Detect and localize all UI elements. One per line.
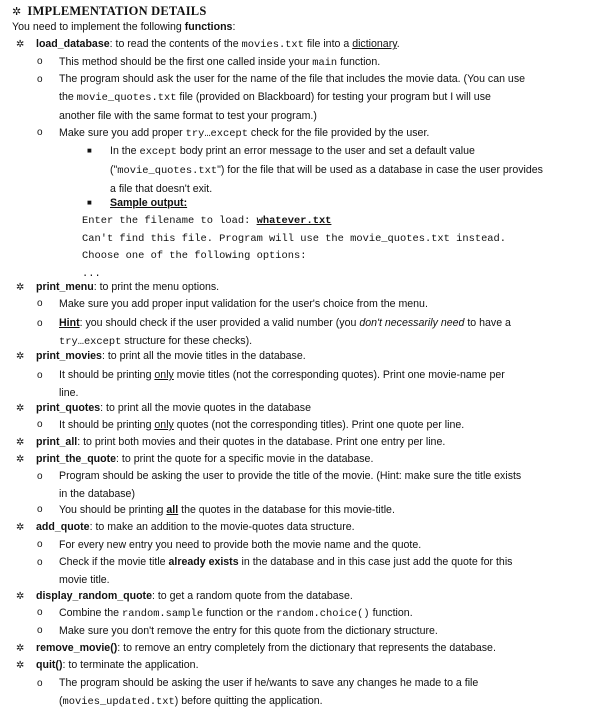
- list-item: Program should be asking the user to provide the title of the movie. (Hint: make sure the title exists in the database): [59, 470, 522, 500]
- asterisk-bullet-icon: ✲: [16, 437, 25, 448]
- list-item: It should be printing only quotes (not the corresponding titles). Print one quote per line.: [59, 419, 465, 431]
- asterisk-bullet-icon: ✲: [16, 351, 25, 362]
- list-item: The program should ask the user for the name of the file that includes the movie data. (You can use the movie_quotes.txt file (provided on Blackboard) for testing your program but I will use another file with the same format to test your program.): [59, 73, 526, 122]
- list-item: It should be printing only movie titles (not the corresponding quotes). Print one movie-name per line.: [59, 369, 505, 399]
- dictionary-link: dictionary: [352, 38, 397, 50]
- heading-text: IMPLEMENTATION DETAILS: [27, 4, 207, 18]
- sample-output-label: Sample output:: [110, 197, 188, 209]
- circle-bullet-icon: o: [37, 678, 43, 689]
- asterisk-bullet-icon: ✲: [16, 591, 25, 602]
- asterisk-bullet-icon: ✲: [16, 660, 25, 671]
- circle-bullet-icon: o: [37, 419, 43, 430]
- asterisk-bullet-icon: ✲: [12, 5, 22, 18]
- asterisk-bullet-icon: ✲: [16, 522, 25, 533]
- circle-bullet-icon: o: [37, 56, 43, 67]
- list-item: In the except body print an error message to the user and set a default value ("movie_quotes.txt") for the file that will be used as a database in case the user provides a file that doesn't exit.: [110, 145, 543, 195]
- asterisk-bullet-icon: ✲: [16, 39, 25, 50]
- circle-bullet-icon: o: [37, 471, 43, 482]
- list-item: This method should be the first one called inside your main function.: [59, 56, 381, 69]
- document-page: ✲ IMPLEMENTATION DETAILS You need to implement the following functions: ✲ load_database: to read the contents of the movies.txt file into a dictionary. o This method should be the first one called inside your main function. o The program should ask the user for the name of the file that includes the movie data. (You can use the movie_quotes.txt file (provided on Blackboard) for testing your program but I will use another file with the same format to test your program.) o Make sure you add proper try…except check for the file provided by the user. ■ In the except body print an error message to the user and set a default value ("movie_quotes.txt") for the file that will be used as a database in case the user provides a file that doesn't exit. ■ Sample output: Enter the filename to load: whatever.txt Can't find this file. Program will use the movie_quotes.txt instead. Choose one of the following options: ... ✲ print_menu: to print the menu options. o Make sure you add proper input validation for the user's choice from the menu. o Hint: you should check if the user provided a valid number (you don't necessarily need to have a try…except structure for these checks). ✲ print_movies: to print all the movie titles in the database. o It should be printing only movie titles (not the corresponding quotes). Print one movie-name per line. ✲ print_quotes: to print all the movie quotes in the database o It should be printing only quotes (not the corresponding titles). Print one quote per line. ✲ print_all: to print both movies and their quotes in the database. Print one entry per line. ✲ print_the_quote: to print the quote for a specific movie in the database. o Program should be asking the user to provide the title of the movie. (Hint: make sure the title exists in the database) o You should be printing all the quotes in the database for this movie-title. ✲ add_quote: to make an addition to the movie-quotes data structure. o For every new entry you need to provide both the movie name and the quote. o Check if the movie title already exists in the database and in this case just add the quote for this movie title. ✲ display_random_quote: to get a random quote from the database. o Combine the random.sample function or the random.choice() function. o Make sure you don't remove the entry for this quote from the dictionary structure. ✲ remove_movie(): to remove an entry completely from the dictionary that represents the database. ✲ quit(): to terminate the application. o The program should be asking the user if he/wants to save any changes he made to a file (movies_updated.txt) before quitting the application.: [0, 0, 615, 724]
- section-heading: [12, 4, 207, 19]
- intro-line: You need to implement the following functions:: [12, 21, 236, 33]
- list-item: Make sure you add proper try…except check for the file provided by the user.: [59, 127, 430, 140]
- asterisk-bullet-icon: ✲: [16, 403, 25, 414]
- circle-bullet-icon: o: [37, 127, 43, 138]
- list-item: For every new entry you need to provide both the movie name and the quote.: [59, 539, 422, 551]
- circle-bullet-icon: o: [37, 539, 43, 550]
- list-item: Make sure you don't remove the entry for this quote from the dictionary structure.: [59, 625, 438, 637]
- circle-bullet-icon: o: [37, 607, 43, 618]
- sample-output-block: Enter the filename to load: whatever.txt Can't find this file. Program will use the movie_quotes.txt instead. Choose one of the following options: ...: [82, 215, 507, 280]
- circle-bullet-icon: o: [37, 557, 43, 568]
- circle-bullet-icon: o: [37, 504, 43, 515]
- list-item: You should be printing all the quotes in the database for this movie-title.: [59, 504, 395, 516]
- asterisk-bullet-icon: ✲: [16, 643, 25, 654]
- asterisk-bullet-icon: ✲: [16, 454, 25, 465]
- sample-input-value: whatever.txt: [256, 215, 332, 227]
- list-item: Check if the movie title already exists in the database and in this case just add the quote for this movie title.: [59, 556, 513, 586]
- square-bullet-icon: ■: [87, 146, 92, 155]
- list-item: Combine the random.sample function or the random.choice() function.: [59, 607, 413, 620]
- circle-bullet-icon: o: [37, 318, 43, 329]
- list-item: Hint: you should check if the user provided a valid number (you don't necessarily need to have a try…except structure for these checks).: [59, 317, 511, 348]
- asterisk-bullet-icon: ✲: [16, 282, 25, 293]
- list-item: The program should be asking the user if he/wants to save any changes he made to a file (movies_updated.txt) before quitting the application.: [59, 677, 479, 708]
- circle-bullet-icon: o: [37, 298, 43, 309]
- circle-bullet-icon: o: [37, 625, 43, 636]
- circle-bullet-icon: o: [37, 370, 43, 381]
- list-item: Make sure you add proper input validation for the user's choice from the menu.: [59, 298, 428, 310]
- square-bullet-icon: ■: [87, 198, 92, 207]
- circle-bullet-icon: o: [37, 74, 43, 85]
